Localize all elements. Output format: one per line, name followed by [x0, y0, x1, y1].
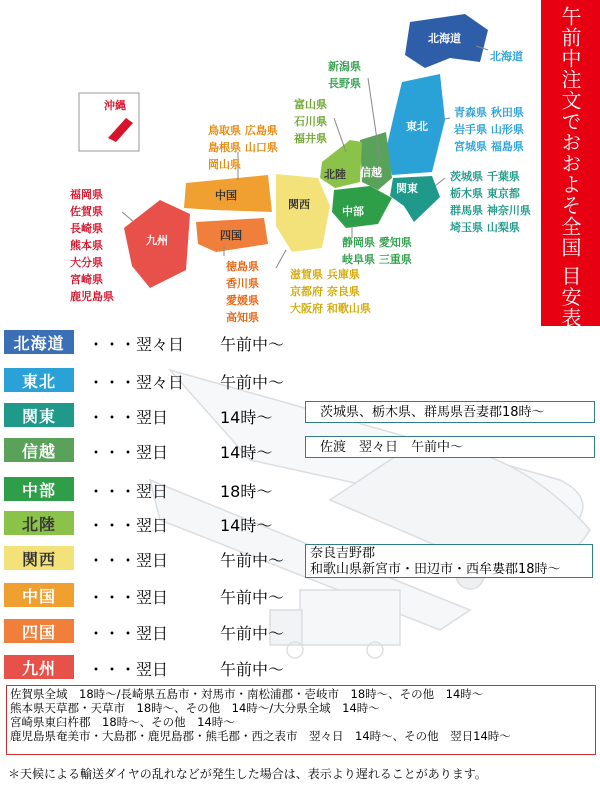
delivery-day: ・・・翌日	[88, 408, 169, 427]
kyushu-note: 熊本県天草郡・天草市 18時〜、その他 14時〜/大分県全域 14時〜	[10, 701, 380, 715]
kyushu-prefs: 福岡県 佐賀県 長崎県 熊本県 大分県 宮崎県 鹿児島県	[70, 188, 114, 303]
delivery-time: 午前中〜	[220, 373, 285, 392]
shikoku-prefs: 徳島県 香川県 愛媛県 高知県	[226, 260, 259, 324]
kyushu-note: 佐賀県全域 18時〜/長崎県五島市・対馬市・南松浦郡・壱岐市 18時〜、その他 14時〜	[10, 687, 484, 701]
delivery-day: ・・・翌日	[88, 443, 169, 462]
exception-note: 奈良吉野郡 和歌山県新宮市・田辺市・西牟婁郡18時〜	[305, 544, 593, 578]
delivery-day: ・・・翌々日	[88, 373, 185, 392]
chugoku-region-label: 中国	[215, 189, 237, 202]
shinetsu-prefs: 新潟県 長野県	[328, 60, 361, 90]
delivery-time: 14時〜	[220, 443, 273, 462]
exception-note: 茨城県、栃木県、群馬県吾妻郡18時〜	[305, 401, 595, 423]
delivery-time: 18時〜	[220, 482, 273, 501]
region-badge: 関東	[4, 403, 74, 427]
delivery-day: ・・・翌日	[88, 624, 169, 643]
hokkaido-prefs: 北海道	[490, 50, 523, 63]
title-banner	[541, 0, 600, 329]
delivery-day: ・・・翌々日	[88, 335, 185, 354]
shinetsu-region-label: 信越	[360, 166, 382, 179]
chubu-region-label: 中部	[342, 205, 364, 218]
shikoku-region-label: 四国	[220, 229, 242, 242]
kyushu-note: 鹿児島県奄美市・大島郡・鹿児島郡・熊毛郡・西之表市 翌々日 14時〜、その他 翌日14時〜	[10, 729, 511, 743]
delivery-day: ・・・翌日	[88, 551, 169, 570]
hokkaido-region-label: 北海道	[428, 32, 461, 45]
hokuriku-prefs: 富山県 石川県 福井県	[294, 98, 327, 145]
kansai-prefs: 滋賀県 兵庫県 京都府 奈良県 大阪府 和歌山県	[290, 268, 371, 315]
kyushu-region-label: 九州	[146, 234, 168, 247]
region-badge: 関西	[4, 546, 74, 570]
delivery-day: ・・・翌日	[88, 588, 169, 607]
page-title: 午前中注文でおおよそ全国 目安表	[558, 6, 582, 329]
region-badge: 北陸	[4, 511, 74, 535]
delivery-day: ・・・翌日	[88, 516, 169, 535]
shinetsu-shape	[360, 132, 392, 190]
tohoku-region-label: 東北	[406, 120, 428, 133]
region-badge: 北海道	[4, 330, 74, 354]
footnote: ＊天候による輸送ダイヤの乱れなどが発生した場合は、表示より遅れることがあります。	[8, 767, 487, 781]
exception-note: 佐渡 翌々日 午前中〜	[305, 436, 595, 458]
kanto-region-label: 関東	[396, 182, 418, 195]
region-badge: 中国	[4, 583, 74, 607]
okinawa-label: 沖縄	[104, 99, 126, 112]
chubu-prefs: 静岡県 愛知県 岐阜県 三重県	[342, 236, 412, 266]
delivery-day: ・・・翌日	[88, 482, 169, 501]
delivery-time: 午前中〜	[220, 588, 285, 607]
delivery-time: 午前中〜	[220, 624, 285, 643]
kyushu-note: 宮崎県東臼杵郡 18時〜、その他 14時〜	[10, 715, 235, 729]
region-badge: 信越	[4, 438, 74, 462]
hokuriku-region-label: 北陸	[324, 168, 346, 181]
delivery-time: 14時〜	[220, 516, 273, 535]
kyushu-notes-box	[6, 685, 596, 755]
tohoku-prefs: 青森県 秋田県 岩手県 山形県 宮城県 福島県	[454, 106, 524, 153]
region-badge: 四国	[4, 619, 74, 643]
chugoku-prefs: 鳥取県 広島県 島根県 山口県 岡山県	[208, 124, 278, 171]
delivery-time: 午前中〜	[220, 335, 285, 354]
delivery-day: ・・・翌日	[88, 660, 169, 679]
region-badge: 東北	[4, 368, 74, 392]
delivery-time: 14時〜	[220, 408, 273, 427]
delivery-time: 午前中〜	[220, 551, 285, 570]
kansai-region-label: 関西	[288, 198, 310, 211]
region-badge: 九州	[4, 655, 74, 679]
kanto-prefs: 茨城県 千葉県 栃木県 東京都 群馬県 神奈川県 埼玉県 山梨県	[450, 170, 531, 234]
kansai-shape	[276, 174, 330, 252]
region-badge: 中部	[4, 477, 74, 501]
delivery-time: 午前中〜	[220, 660, 285, 679]
